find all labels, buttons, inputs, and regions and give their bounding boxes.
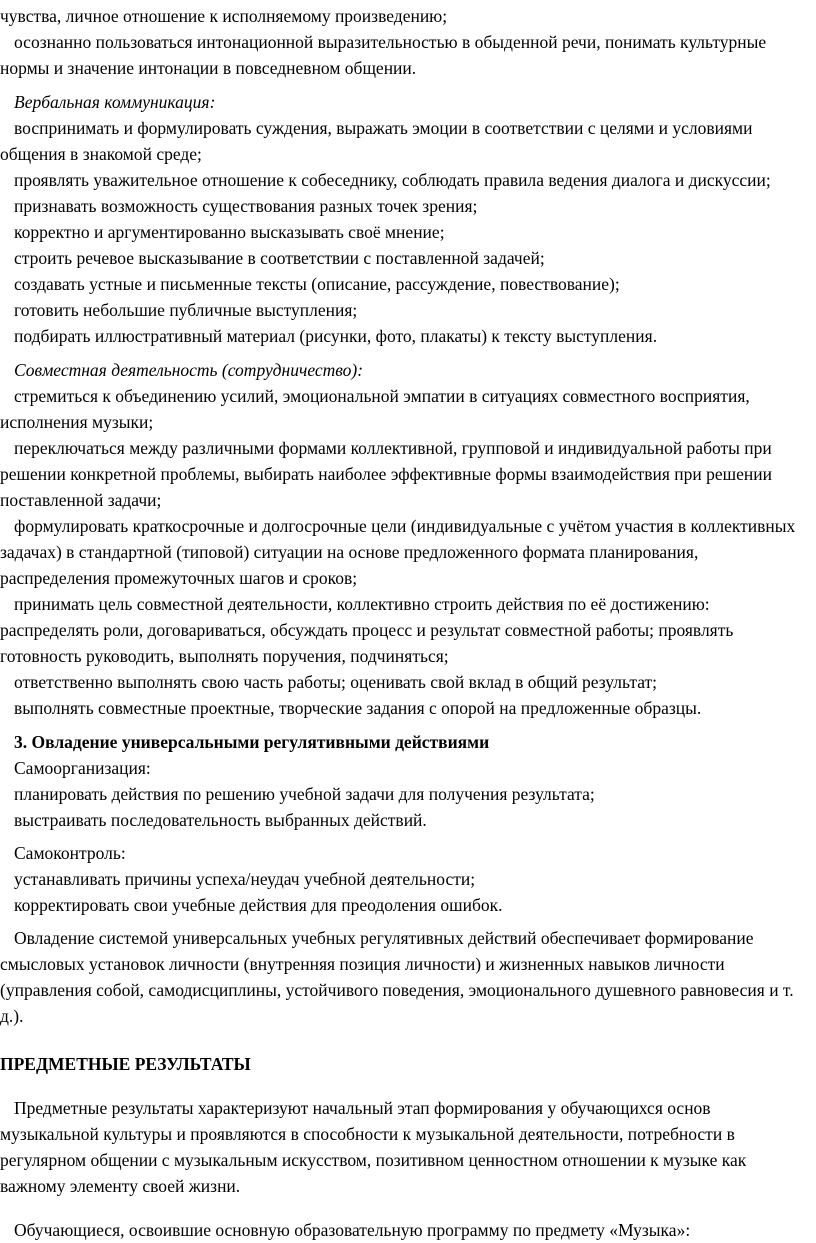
list-item: подбирать иллюстративный материал (рисунки, фото, плакаты) к тексту выступления.	[14, 326, 658, 346]
subsection-heading: Самоконтроль:	[14, 843, 126, 863]
list-item: стремиться к объединению усилий, эмоциональной эмпатии в ситуациях совместного восприятия, исполнения музыки;	[0, 386, 750, 432]
list-item: устанавливать причины успеха/неудач учебной деятельности;	[14, 869, 476, 889]
list-item: проявлять уважительное отношение к собеседнику, соблюдать правила ведения диалога и дискуссии;	[14, 170, 771, 190]
paragraph: осознанно пользоваться интонационной выразительностью в обыденной речи, понимать культурные нормы и значение интонации в повседневном общении.	[0, 32, 767, 78]
subsection-heading: Самоорганизация:	[14, 758, 151, 778]
list-item: готовить небольшие публичные выступления;	[14, 300, 358, 320]
list-item: выполнять совместные проектные, творческие задания с опорой на предложенные образцы.	[14, 698, 702, 718]
paragraph: Предметные результаты характеризуют начальный этап формирования у обучающихся основ музыкальной культуры и проявляются в способности к музыкальной деятельности, потребности в регулярном общении с музыкальным искусством, позитивном ценностном отношении к музыке как важному элементу своей жизни.	[0, 1098, 747, 1196]
list-item: воспринимать и формулировать суждения, выражать эмоции в соответствии с целями и условиями общения в знакомой среде;	[0, 118, 753, 164]
list-item: выстраивать последовательность выбранных действий.	[14, 810, 427, 830]
list-item: ответственно выполнять свою часть работы; оценивать свой вклад в общий результат;	[14, 672, 658, 692]
list-item: переключаться между различными формами коллективной, групповой и индивидуальной работы при решении конкретной проблемы, выбирать наиболее эффективные формы взаимодействия при решении поставленной задачи;	[0, 438, 773, 510]
list-item: корректно и аргументированно высказывать своё мнение;	[14, 222, 445, 242]
list-item: признавать возможность существования разных точек зрения;	[14, 196, 478, 216]
paragraph: Овладение системой универсальных учебных регулятивных действий обеспечивает формирование смысловых установок личности (внутренняя позиция личности) и жизненных навыков личности (управления собой, самодисциплины, устойчивого поведения, эмоционального душевного равновесия и т. д.).	[0, 928, 794, 1026]
subsection-heading: Совместная деятельность (сотрудничество):	[14, 360, 364, 380]
list-item: корректировать свои учебные действия для преодоления ошибок.	[14, 895, 503, 915]
paragraph: Обучающиеся, освоившие основную образовательную программу по предмету «Музыка»:	[14, 1220, 691, 1240]
section-heading: ПРЕДМЕТНЫЕ РЕЗУЛЬТАТЫ	[0, 1054, 251, 1074]
list-item: создавать устные и письменные тексты (описание, рассуждение, повествование);	[14, 274, 620, 294]
list-item: формулировать краткосрочные и долгосрочные цели (индивидуальные с учётом участия в коллективных задачах) в стандартной (типовой) ситуации на основе предложенного формата планирования, распределения промежуточных шагов и сроков;	[0, 516, 796, 588]
subsection-heading: Вербальная коммуникация:	[14, 92, 216, 112]
list-item: планировать действия по решению учебной задачи для получения результата;	[14, 784, 595, 804]
list-item: принимать цель совместной деятельности, коллективно строить действия по её достижению: распределять роли, договариваться, обсуждать процесс и результат совместной работы; проявлять готовность руководить, выполнять поручения, подчиняться;	[0, 594, 734, 666]
list-item: строить речевое высказывание в соответствии с поставленной задачей;	[14, 248, 545, 268]
paragraph: чувства, личное отношение к исполняемому произведению;	[0, 6, 448, 26]
section-heading: 3. Овладение универсальными регулятивными действиями	[14, 732, 490, 752]
